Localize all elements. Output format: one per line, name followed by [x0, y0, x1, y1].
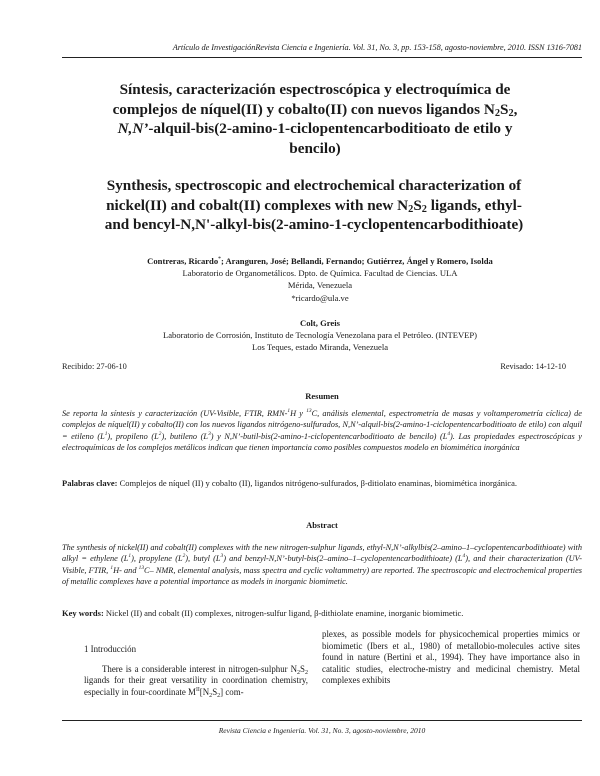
affiliation: Laboratorio de Corrosión, Instituto de Tecnología Venezolana para el Petróleo. (INTEVEP)	[162, 330, 478, 341]
author-name: Colt, Greis	[300, 318, 340, 328]
abstract-heading: Abstract	[306, 520, 338, 530]
author-email: *ricardo@ula.ve	[291, 292, 349, 303]
palabras-clave: Palabras clave: Complejos de níquel (II) y cobalto (II), ligandos nitrógeno-sulfurados, β-ditiolato enaminas, biomimética inorgánica.	[62, 478, 518, 488]
author-block-ula	[70, 255, 570, 304]
author-block-intevep	[70, 317, 570, 354]
abstract-text: The synthesis of nickel(II) and cobalt(II) complexes with the new nitrogen-sulphur ligands, ethyl-N,N’-alkylbis(2–amino–1–cyclopentencarbodithioate) with alkyl = ethylene $(L^1)$, propylene $(L^2)$, butyl $(L^3)$ and benzyl-N,N’-butyl-bis(2–amino–1–cyclopentencarbodithioate) $(L^4)$, and their characterization (UV-Visible, FTIR, $^1$H- and $^{13}$C– NMR, elemental analysis, mass spectra and cyclic voltammetry) are reported. The spectroscopic and electrochemical properties of metallic complexes have a potential importance as models in inorganic biomimetic.	[62, 543, 583, 586]
affiliation-city: Los Teques, estado Miranda, Venezuela	[251, 342, 389, 353]
affiliation-city: Mérida, Venezuela	[287, 280, 353, 291]
intro-paragraph-continued: plexes, as possible models for physicochemical properties mimics or biomimetic (Ibers et al., 1980) of metallobio-molecules active sites found in nature (Bertini et al., 1994). They have importance also in catalitic studies, electroche-mistry and medicinal chemistry. Metal complexes exhibits	[322, 629, 580, 686]
intro-paragraph: There is a considerable interest in nitrogen-sulphur $N_2S_2$ ligands for their great versatility in coordination chemistry, especially in four-coordinate $M^{II}[N_2S_2]$ com-	[84, 663, 308, 699]
dates-row	[62, 362, 566, 371]
resumen-text: Se reporta la síntesis y caracterización (UV-Visible, FTIR, RMN-$^1$H y $^{13}$C, análisis elemental, espectrometría de masas y voltamperometría cíclica) de complejos de níquel(II) y cobalto(II) con los nuevos ligandos nitrógeno-sulfurados, N,N’-alquil-bis(2-amino-1-ciclopentencarboditioato de etilo) con alquil = etileno $(L^1)$, propileno $(L^2)$, butileno $(L^3)$ y N,N’-butil-bis(2-amino-1-ciclopentencarboditioato de bencilo) $(L^4)$. Las propiedades espectroscópicas y electroquímicas de los complejos metálicos indican que tienen importancia como posibles compuestos modelo en biomimética inorgánica	[62, 408, 582, 452]
received-date: Recibido: 27-06-10	[62, 362, 127, 371]
running-header: Artículo de InvestigaciónRevista Ciencia e Ingeniería. Vol. 31, No. 3, pp. 153-158, agosto-noviembre, 2010. ISSN 1316-7081	[172, 43, 582, 52]
header-divider	[62, 57, 582, 58]
intro-column-right	[322, 629, 580, 687]
author-names: Contreras, Ricardo*; Aranguren, José; Bellandi, Fernando; Gutiérrez, Ángel y Romero, Isolda	[147, 256, 493, 266]
affiliation: Laboratorio de Organometálicos. Dpto. de Química. Facultad de Ciencias. ULA	[182, 268, 458, 279]
footer-divider	[62, 720, 582, 721]
resumen-heading: Resumen	[305, 391, 339, 401]
intro-heading: 1 Introducción	[84, 644, 137, 654]
title-spanish: Síntesis, caracterización espectroscópica y electroquímica de complejos de níquel(II) y cobalto(II) con nuevos ligandos $N_2S_2$, N,N’-alquil-bis(2-amino-1-ciclopentencarboditioato de etilo y bencilo)	[112, 81, 518, 157]
title-english: Synthesis, spectroscopic and electrochemical characterization of nickel(II) and cobalt(II) complexes with new $N_2S_2$ ligands, ethyl- and bencyl-N,N'-alkyl-bis(2-amino-1-cyclopentencarbodithioate)	[104, 177, 524, 234]
intro-column-left	[84, 644, 308, 698]
running-footer: Revista Ciencia e Ingeniería. Vol. 31, No. 3, agosto-noviembre, 2010	[218, 726, 426, 735]
key-words: Key words: Nickel (II) and cobalt (II) complexes, nitrogen-sulfur ligand, β-dithiolate enamine, inorganic biomimetic.	[62, 608, 464, 618]
revised-date: Revisado: 14-12-10	[500, 362, 566, 371]
